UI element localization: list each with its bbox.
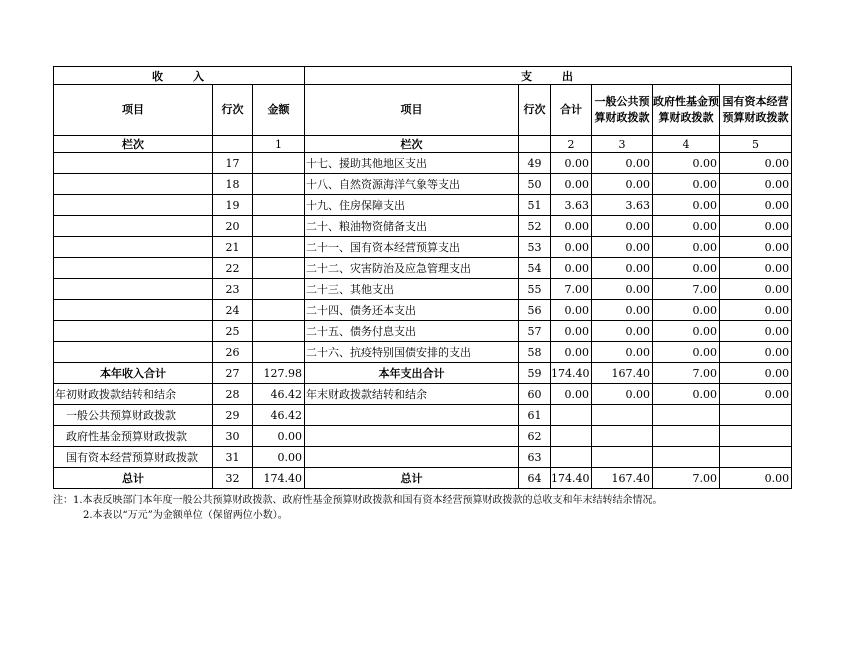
general-budget-header: 一般公共预算财政拨款: [592, 85, 653, 136]
soe-budget-cell: 0.00: [720, 342, 792, 363]
income-row-no-cell: 17: [213, 153, 253, 174]
fund-budget-cell: 0.00: [653, 384, 720, 405]
total-cell: 0.00: [551, 300, 592, 321]
soe-budget-cell: [720, 426, 792, 447]
soe-budget-cell: 0.00: [720, 300, 792, 321]
total-cell: 0.00: [551, 342, 592, 363]
lanci-col-1: 1: [253, 136, 305, 153]
expense-item-cell: [305, 447, 519, 468]
table-row: [54, 258, 792, 279]
table-row: [54, 363, 792, 384]
total-cell: 0.00: [551, 237, 592, 258]
income-item-cell: [54, 342, 213, 363]
fund-budget-cell: 0.00: [653, 195, 720, 216]
income-amount-cell: 46.42: [253, 384, 305, 405]
expense-row-no-cell: 56: [519, 300, 551, 321]
income-amount-cell: [253, 216, 305, 237]
expense-item-cell: 本年支出合计: [305, 363, 519, 384]
empty-cell: [213, 136, 253, 153]
income-row-no-cell: 32: [213, 468, 253, 489]
table-row: [54, 468, 792, 489]
expense-item-cell: [305, 405, 519, 426]
income-row-no-cell: 31: [213, 447, 253, 468]
income-item-cell: [54, 300, 213, 321]
expense-row-no-cell: 58: [519, 342, 551, 363]
soe-budget-cell: 0.00: [720, 153, 792, 174]
income-item-cell: [54, 153, 213, 174]
income-row-no-cell: 26: [213, 342, 253, 363]
total-header: 合计: [551, 85, 592, 136]
fund-budget-cell: 0.00: [653, 174, 720, 195]
soe-budget-cell: 0.00: [720, 216, 792, 237]
table-row: [54, 237, 792, 258]
general-budget-cell: 0.00: [592, 384, 653, 405]
income-amount-cell: [253, 195, 305, 216]
table-row: [54, 321, 792, 342]
fund-budget-cell: [653, 447, 720, 468]
total-cell: 0.00: [551, 384, 592, 405]
income-row-no-cell: 29: [213, 405, 253, 426]
income-row-no-cell: 20: [213, 216, 253, 237]
soe-budget-cell: 0.00: [720, 468, 792, 489]
fund-budget-cell: 0.00: [653, 342, 720, 363]
fund-budget-cell: 7.00: [653, 279, 720, 300]
income-item-cell: 年初财政拨款结转和结余: [54, 384, 213, 405]
table-row: [54, 153, 792, 174]
expense-item-cell: 十九、住房保障支出: [305, 195, 519, 216]
income-item-cell: [54, 237, 213, 258]
expense-item-cell: 十七、援助其他地区支出: [305, 153, 519, 174]
general-budget-cell: 0.00: [592, 237, 653, 258]
income-amount-cell: [253, 258, 305, 279]
table-row: [54, 195, 792, 216]
income-item-header: 项目: [54, 85, 213, 136]
income-amount-cell: [253, 279, 305, 300]
expense-item-cell: 二十一、国有资本经营预算支出: [305, 237, 519, 258]
total-cell: 0.00: [551, 258, 592, 279]
fund-budget-cell: 0.00: [653, 216, 720, 237]
expense-row-no-cell: 55: [519, 279, 551, 300]
income-amount-cell: [253, 174, 305, 195]
expense-item-cell: [305, 426, 519, 447]
expense-item-cell: 二十、粮油物资储备支出: [305, 216, 519, 237]
income-item-cell: [54, 321, 213, 342]
total-cell: 0.00: [551, 216, 592, 237]
expense-row-no-cell: 50: [519, 174, 551, 195]
soe-budget-cell: 0.00: [720, 195, 792, 216]
income-item-cell: 国有资本经营预算财政拨款: [54, 447, 213, 468]
expense-row-no-cell: 51: [519, 195, 551, 216]
income-row-no-cell: 27: [213, 363, 253, 384]
total-cell: [551, 405, 592, 426]
income-row-no-cell: 21: [213, 237, 253, 258]
income-row-no-cell: 19: [213, 195, 253, 216]
income-item-cell: [54, 195, 213, 216]
total-cell: 0.00: [551, 174, 592, 195]
total-cell: 7.00: [551, 279, 592, 300]
income-item-cell: 政府性基金预算财政拨款: [54, 426, 213, 447]
table-row: [54, 279, 792, 300]
income-amount-cell: 46.42: [253, 405, 305, 426]
empty-cell: [519, 136, 551, 153]
soe-budget-cell: 0.00: [720, 279, 792, 300]
fund-budget-cell: [653, 426, 720, 447]
total-cell: 174.40: [551, 363, 592, 384]
expense-item-cell: 二十四、债务还本支出: [305, 300, 519, 321]
soe-budget-cell: [720, 447, 792, 468]
expense-row-no-header: 行次: [519, 85, 551, 136]
table-row: [54, 300, 792, 321]
soe-budget-cell: 0.00: [720, 237, 792, 258]
income-item-cell: [54, 279, 213, 300]
expense-row-no-cell: 62: [519, 426, 551, 447]
lanci-col-5: 5: [720, 136, 792, 153]
income-row-no-cell: 18: [213, 174, 253, 195]
income-item-cell: 一般公共预算财政拨款: [54, 405, 213, 426]
income-row-no-cell: 30: [213, 426, 253, 447]
table-row: [54, 216, 792, 237]
general-budget-cell: [592, 447, 653, 468]
expense-item-cell: 十八、自然资源海洋气象等支出: [305, 174, 519, 195]
expense-item-cell: 年末财政拨款结转和结余: [305, 384, 519, 405]
expense-row-no-cell: 57: [519, 321, 551, 342]
expense-row-no-cell: 59: [519, 363, 551, 384]
income-row-no-cell: 22: [213, 258, 253, 279]
expense-row-no-cell: 52: [519, 216, 551, 237]
fund-budget-cell: 0.00: [653, 258, 720, 279]
total-cell: 174.40: [551, 468, 592, 489]
fiscal-appropriation-table: [53, 66, 792, 489]
total-cell: 0.00: [551, 321, 592, 342]
note-1: 注：1.本表反映部门本年度一般公共预算财政拨款、政府性基金预算财政拨款和国有资本经营预算财政拨款的总收支和年末结转结余情况。: [53, 495, 663, 506]
income-amount-cell: [253, 342, 305, 363]
general-budget-cell: [592, 405, 653, 426]
soe-budget-cell: 0.00: [720, 384, 792, 405]
general-budget-cell: 0.00: [592, 342, 653, 363]
fund-budget-header: 政府性基金预算财政拨款: [653, 85, 720, 136]
expense-item-header: 项目: [305, 85, 519, 136]
total-cell: [551, 426, 592, 447]
general-budget-cell: 0.00: [592, 279, 653, 300]
expense-row-no-cell: 64: [519, 468, 551, 489]
fund-budget-cell: [653, 405, 720, 426]
table-row: [54, 447, 792, 468]
general-budget-cell: 3.63: [592, 195, 653, 216]
income-item-cell: [54, 216, 213, 237]
expense-row-no-cell: 54: [519, 258, 551, 279]
expense-row-no-cell: 63: [519, 447, 551, 468]
note-2: 2.本表以“万元”为金额单位（保留两位小数）。: [83, 510, 288, 521]
fund-budget-cell: 0.00: [653, 237, 720, 258]
soe-budget-cell: [720, 405, 792, 426]
income-lanci-label: 栏次: [54, 136, 213, 153]
lanci-col-3: 3: [592, 136, 653, 153]
lanci-col-4: 4: [653, 136, 720, 153]
general-budget-cell: [592, 426, 653, 447]
income-row-no-cell: 28: [213, 384, 253, 405]
expense-item-cell: 总计: [305, 468, 519, 489]
expense-row-no-cell: 61: [519, 405, 551, 426]
general-budget-cell: 0.00: [592, 216, 653, 237]
fund-budget-cell: 0.00: [653, 153, 720, 174]
expense-section-header: 支 出: [305, 67, 792, 85]
expense-row-no-cell: 49: [519, 153, 551, 174]
income-amount-cell: [253, 321, 305, 342]
soe-budget-cell: 0.00: [720, 321, 792, 342]
table-row: [54, 174, 792, 195]
income-row-no-cell: 24: [213, 300, 253, 321]
table-notes: [53, 493, 663, 523]
income-item-cell: 总计: [54, 468, 213, 489]
expense-lanci-label: 栏次: [305, 136, 519, 153]
general-budget-cell: 0.00: [592, 300, 653, 321]
income-item-cell: [54, 174, 213, 195]
income-amount-cell: 174.40: [253, 468, 305, 489]
total-cell: 3.63: [551, 195, 592, 216]
fund-budget-cell: 0.00: [653, 300, 720, 321]
table-row: [54, 426, 792, 447]
general-budget-cell: 167.40: [592, 363, 653, 384]
expense-item-cell: 二十二、灾害防治及应急管理支出: [305, 258, 519, 279]
income-item-cell: [54, 258, 213, 279]
income-amount-cell: 127.98: [253, 363, 305, 384]
fund-budget-cell: 7.00: [653, 468, 720, 489]
income-amount-cell: 0.00: [253, 447, 305, 468]
fund-budget-cell: 7.00: [653, 363, 720, 384]
general-budget-cell: 0.00: [592, 174, 653, 195]
income-row-no-cell: 25: [213, 321, 253, 342]
income-section-header: 收 入: [54, 67, 305, 85]
soe-budget-header: 国有资本经营预算财政拨款: [720, 85, 792, 136]
fund-budget-cell: 0.00: [653, 321, 720, 342]
soe-budget-cell: 0.00: [720, 363, 792, 384]
income-row-no-header: 行次: [213, 85, 253, 136]
income-amount-header: 金额: [253, 85, 305, 136]
table-row: [54, 384, 792, 405]
expense-row-no-cell: 53: [519, 237, 551, 258]
expense-item-cell: 二十三、其他支出: [305, 279, 519, 300]
general-budget-cell: 0.00: [592, 258, 653, 279]
expense-row-no-cell: 60: [519, 384, 551, 405]
total-cell: [551, 447, 592, 468]
table-row: [54, 342, 792, 363]
income-row-no-cell: 23: [213, 279, 253, 300]
table-row: [54, 405, 792, 426]
total-cell: 0.00: [551, 153, 592, 174]
income-amount-cell: 0.00: [253, 426, 305, 447]
income-item-cell: 本年收入合计: [54, 363, 213, 384]
soe-budget-cell: 0.00: [720, 174, 792, 195]
soe-budget-cell: 0.00: [720, 258, 792, 279]
general-budget-cell: 167.40: [592, 468, 653, 489]
general-budget-cell: 0.00: [592, 153, 653, 174]
income-amount-cell: [253, 300, 305, 321]
income-amount-cell: [253, 153, 305, 174]
lanci-col-2: 2: [551, 136, 592, 153]
expense-item-cell: 二十六、抗疫特别国债安排的支出: [305, 342, 519, 363]
general-budget-cell: 0.00: [592, 321, 653, 342]
income-amount-cell: [253, 237, 305, 258]
expense-item-cell: 二十五、债务付息支出: [305, 321, 519, 342]
